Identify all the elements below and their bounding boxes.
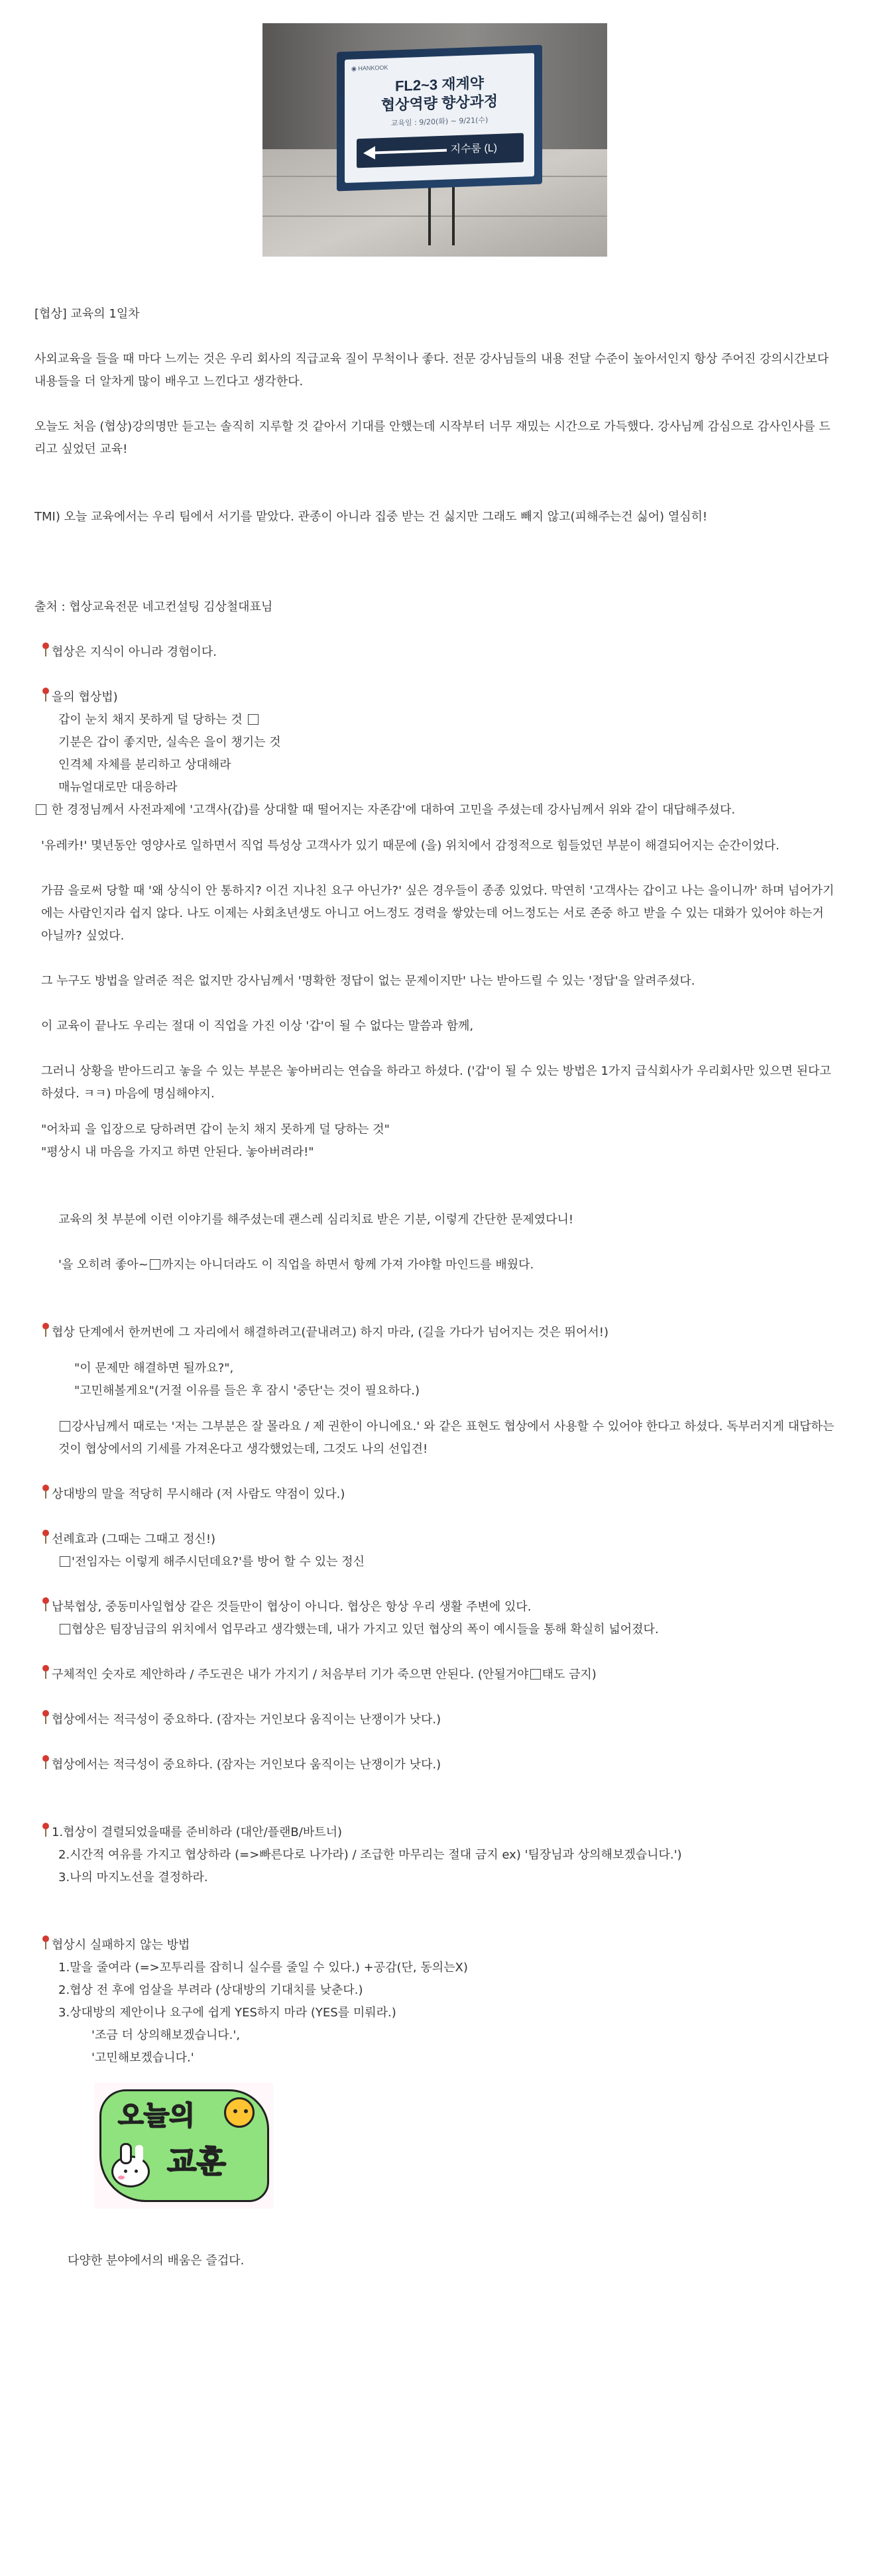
sign-panel	[345, 53, 534, 183]
step-4-text: 납북협상, 중동미사일협상 같은 것들만이 협상이 아니다. 협상은 항상 우리 생활 주변에 있다.	[52, 1600, 532, 1614]
pushpin-icon	[41, 1323, 50, 1339]
bunny-cheek	[118, 2176, 125, 2179]
step-1-quote-2: "고민해볼게요"(거절 이유를 들은 후 잠시 '중단'는 것이 필요하다.)	[74, 1384, 420, 1398]
empty-box-icon	[60, 1556, 70, 1567]
intro-paragraph-1: 사외교육을 들을 때 마다 느끼는 것은 우리 회사의 직급교육 질이 무척이나 좋다. 전문 강사님들의 내용 전달 수준이 높아서인지 항상 주어진 강의시간보다 내용들을 더 알차게 많이 배우고 느낀다고 생각한다.	[34, 352, 829, 389]
point-2-item-text: 갑이 눈치 채지 못하게 덜 당하는 것	[58, 713, 243, 727]
paragraph-f-post: 까지는 아니더라도 이 직업을 하면서 항께 가져 가야할 마인드를 배웠다.	[161, 1258, 534, 1272]
photo-container	[0, 23, 869, 257]
sign-date: 교육일 : 9/20(화) ~ 9/21(수)	[390, 115, 488, 128]
step-6	[34, 1709, 835, 1731]
empty-box-icon	[530, 1669, 541, 1680]
fail-title	[34, 1934, 835, 1957]
pushpin-icon	[41, 1823, 50, 1839]
point-2-item	[34, 709, 835, 731]
fail-2: 2.협상 전 후에 엄살을 부려라 (상대방의 기대치를 낮춘다.)	[58, 1983, 363, 1997]
paragraph-c: 이 교육이 끝나도 우리는 절대 이 직업을 가진 이상 '갑'이 될 수 없다는 말씀과 함께,	[41, 1019, 474, 1033]
step-1-note	[34, 1416, 835, 1461]
tmi-paragraph: TMI) 오늘 교육에서는 우리 팀에서 서기를 맡았다. 관종이 아니라 집중 받는 건 싫지만 그래도 빼지 않고(피해주는건 싫어) 열심히!	[34, 510, 708, 524]
pushpin-icon	[41, 1485, 50, 1501]
prep-1	[34, 1821, 835, 1844]
source-line: 출처 : 협상교육전문 네고컨설팅 김상철대표님	[34, 600, 273, 614]
floor-seam	[262, 215, 607, 217]
point-2-item: 기분은 갑이 좋지만, 실속은 을이 챙기는 것	[58, 735, 281, 749]
sign-title-line2: 협상역량 향상과정	[380, 92, 498, 114]
point-2-title	[34, 686, 835, 709]
fail-3-quote-2: '고민해보겠습니다.'	[91, 2051, 194, 2065]
step-7	[34, 1754, 835, 1776]
step-5	[34, 1664, 835, 1686]
fail-title-text: 협상시 실패하지 않는 방법	[52, 1938, 190, 1952]
todays-lesson-sticker	[94, 2083, 273, 2209]
question-text: 한 경정님께서 사전과제에 '고객사(갑)를 상대할 때 떨어지는 자존감'에 대하여 고민을 주셨는데 강사님께서 위와 같이 대답해주셨다.	[51, 803, 736, 817]
arrow-shaft	[374, 149, 447, 154]
pushpin-icon	[41, 1710, 50, 1726]
prep-2: 2.시간적 여유를 가지고 협상하라 (=>빠른다로 나가라) / 조급한 마무리는 절대 금지 ex) '팀장님과 상의해보겠습니다.')	[58, 1848, 682, 1862]
sticker-container	[34, 2083, 835, 2209]
arrow-left-icon	[363, 146, 375, 160]
step-1-note-text: 강사님께서 때로는 '저는 그부분은 잘 몰라요 / 제 권한이 아니에요.' 와 같은 표현도 협상에서 사용할 수 있어야 한다고 하셨다. 독부러지게 대답하는 것이 협상에서의 기세를 가져온다고 생각했었는데, 그것도 나의 선입견!	[58, 1420, 835, 1456]
step-2-text: 상대방의 말을 적당히 무시해라 (저 사람도 약점이 있다.)	[52, 1487, 345, 1501]
post-title: [협상] 교육의 1일차	[34, 307, 140, 321]
step-7-text: 협상에서는 적극성이 중요하다. (잠자는 거인보다 움직이는 난쟁이가 낫다.)	[52, 1758, 441, 1772]
post-body	[0, 303, 869, 2272]
quote-2: "평상시 내 마음을 가지고 하면 안된다. 놓아버려라!"	[41, 1145, 314, 1159]
pushpin-icon	[41, 1935, 50, 1951]
event-sign-photo[interactable]	[262, 23, 607, 257]
prep-1-text: 1.협상이 결렬되었을때를 준비하라 (대안/플랜B/바트너)	[52, 1825, 343, 1839]
step-3-text: 선례효과 (그때는 그때고 정신!)	[52, 1532, 216, 1546]
pushpin-icon	[41, 688, 50, 704]
sign-title-line1: FL2~3 재계약	[394, 74, 484, 95]
sign-direction-arrow	[357, 133, 524, 168]
step-3	[34, 1528, 835, 1551]
sign-stand-leg	[452, 182, 455, 245]
step-5-text: 구체적인 숫자로 제안하라 / 주도권은 내가 가지기 / 처음부터 기가 죽으면 안된다. (안될거야	[52, 1668, 529, 1682]
pushpin-icon	[41, 643, 50, 658]
step-6-text: 협상에서는 적극성이 중요하다. (잠자는 거인보다 움직이는 난쟁이가 낫다.)	[52, 1713, 441, 1727]
step-1-quote-1: "이 문제만 해결하면 될까요?",	[74, 1361, 234, 1375]
quote-1: "어차피 을 입장으로 당하려면 갑이 눈치 채지 못하게 덜 당하는 것"	[41, 1123, 390, 1136]
step-2	[34, 1483, 835, 1506]
step-3-note-text: '전임자는 이렇게 해주시던데요?'를 방어 할 수 있는 정신	[72, 1555, 365, 1569]
sign-logo: ◉ HANKOOK	[351, 64, 388, 72]
pushpin-icon	[41, 1755, 50, 1771]
paragraph-a: 가끔 을로써 당할 때 '왜 상식이 안 통하지? 이건 지나친 요구 아닌가?' 싶은 경우들이 종종 있었다. 막연히 '고객사는 갑이고 나는 을이니까' 하며 넘어가기에는 사람인지라 쉽지 않다. 나도 이제는 사회초년생도 아니고 어느정도 경력을 쌓았는데 어느정도는 서로 존중 하고 받을 수 있는 대화가 있어야 하는거 아닐까? 싶었다.	[41, 884, 835, 943]
sign-stand-leg	[428, 182, 431, 245]
fail-3-quote-1: '조금 더 상의해보겠습니다.',	[91, 2028, 241, 2042]
empty-box-icon	[60, 1624, 70, 1634]
eureka-paragraph: '유레카!' 몇년동안 영양사로 일하면서 직업 특성상 고객사가 있기 때문에 (을) 위치에서 감정적으로 힘들었던 부분이 해결되어지는 순간이었다.	[41, 839, 780, 853]
sticker-word-1: 오늘의	[118, 2101, 195, 2131]
sign-room-label: 지수룸 (L)	[450, 142, 497, 156]
closing-line: 다양한 분야에서의 배움은 즐겁다.	[68, 2254, 245, 2268]
step-4-note-text: 협상은 팀장님급의 위치에서 업무라고 생각했는데, 내가 가지고 있던 협상의 폭이 예시들을 통해 확실히 넓어졌다.	[72, 1623, 659, 1636]
empty-box-icon	[60, 1421, 70, 1432]
bunny-face-icon	[111, 2156, 150, 2187]
sticker-word-2: 교훈	[167, 2144, 226, 2179]
sun-face-icon	[224, 2097, 255, 2128]
prep-3: 3.나의 마지노선을 결정하라.	[58, 1871, 208, 1884]
point-1-text: 협상은 지식이 아니라 경험이다.	[52, 645, 217, 659]
step-4	[34, 1596, 835, 1619]
step-1	[34, 1321, 835, 1344]
point-1	[34, 641, 835, 664]
paragraph-f-pre: '을 오히려 좋아~	[58, 1258, 148, 1272]
fail-1: 1.말을 줄여라 (=>꼬투리를 잡히니 실수를 줄일 수 있다.) +공감(단, 동의는X)	[58, 1961, 468, 1975]
fail-3: 3.상대방의 제안이나 요구에 쉽게 YES하지 마라 (YES를 미뤄라.)	[58, 2006, 396, 2020]
step-3-note	[34, 1551, 835, 1573]
empty-box-icon	[248, 714, 259, 725]
pushpin-icon	[41, 1665, 50, 1681]
point-2-item: 인격체 자체를 분리하고 상대해라	[58, 758, 231, 772]
paragraph-e: 교육의 첫 부분에 이런 이야기를 해주셨는데 괜스레 심리치료 받은 기분, 이렇게 간단한 문제였다니!	[58, 1213, 574, 1227]
pushpin-icon	[41, 1597, 50, 1613]
point-2-item: 매뉴얼대로만 대응하라	[58, 780, 178, 794]
step-1-text: 협상 단계에서 한꺼번에 그 자리에서 해결하려고(끝내려고) 하지 마라, (길을 가다가 넘어지는 것은 뛰어서!)	[52, 1325, 608, 1339]
step-4-note	[34, 1619, 835, 1641]
empty-box-icon	[36, 804, 46, 815]
paragraph-b: 그 누구도 방법을 알려준 적은 없지만 강사님께서 '명확한 정답이 없는 문제이지만' 나는 받아드릴 수 있는 '정답'을 알려주셨다.	[41, 974, 695, 988]
paragraph-d: 그러니 상황을 받아드리고 놓을 수 있는 부분은 놓아버리는 연습을 하라고 하셨다. ('갑'이 될 수 있는 방법은 1가지 급식회사가 우리회사만 있으면 된다고 하셨다. ㅋㅋ) 마음에 명심해야지.	[41, 1064, 831, 1101]
question-paragraph	[34, 799, 835, 822]
sign-board	[337, 45, 542, 192]
intro-paragraph-2: 오늘도 처음 (협상)강의명만 듣고는 솔직히 지루할 것 같아서 기대를 안했는데 시작부터 너무 재밌는 시간으로 가득했다. 강사님께 감심으로 감사인사를 드리고 싶었던 교육!	[34, 420, 831, 456]
empty-box-icon	[150, 1259, 160, 1270]
pushpin-icon	[41, 1530, 50, 1546]
paragraph-f	[34, 1254, 835, 1276]
step-5-text-post: 태도 금지)	[542, 1668, 597, 1682]
point-2-title-text: 을의 협상법)	[52, 690, 118, 704]
